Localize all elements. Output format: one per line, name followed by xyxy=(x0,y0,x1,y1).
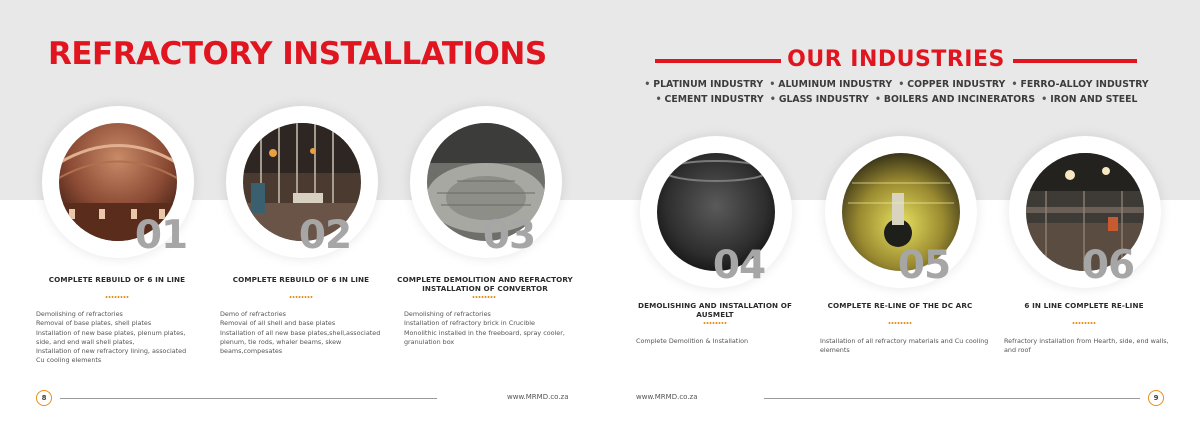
project-title: 6 IN LINE COMPLETE RE-LINE xyxy=(1024,301,1144,310)
industries-list-row1: • PLATINUM INDUSTRY • ALUMINUM INDUSTRY • COPPER INDUSTRY • FERRO-ALLOY INDUSTRY xyxy=(644,79,1149,90)
industries-list-row2: • CEMENT INDUSTRY • GLASS INDUSTRY • BOILERS AND INCINERATORS • IRON AND STEEL xyxy=(655,94,1138,105)
website-link-right[interactable]: www.MRMD.co.za xyxy=(636,393,698,401)
heading-rule-right xyxy=(1013,59,1137,63)
project-title: COMPLETE REBUILD OF 6 IN LINE xyxy=(48,275,186,284)
project-title: COMPLETE DEMOLITION AND REFRACTORY INSTALLATION OF CONVERTOR xyxy=(397,275,573,293)
dots-divider xyxy=(289,296,313,298)
page-title-refractory: REFRACTORY INSTALLATIONS xyxy=(48,36,547,72)
project-title: COMPLETE RE-LINE OF THE DC ARC xyxy=(827,301,973,310)
footer-rule-left xyxy=(60,398,437,399)
dots-divider xyxy=(472,296,496,298)
project-number: 06 xyxy=(1081,243,1135,288)
footer-rule-right xyxy=(764,398,1140,399)
project-title: DEMOLISHING AND INSTALLATION OF AUSMELT xyxy=(638,301,792,319)
project-number: 04 xyxy=(712,243,766,288)
page-number-right: 9 xyxy=(1148,390,1164,406)
project-description: Demo of refractories Removal of all shell and base plates Installation of all new base plates,shell,associated plenum, tie rods, whaler beams, skew beams,compesates xyxy=(220,310,381,356)
dots-divider xyxy=(105,296,129,298)
project-number: 02 xyxy=(298,213,352,258)
project-description: Complete Demolition & Installation xyxy=(636,337,749,345)
industries-title: OUR INDUSTRIES xyxy=(787,47,1005,72)
project-description: Installation of all refractory materials and Cu cooling elements xyxy=(820,337,989,355)
project-description: Refractory installation from Hearth, side, end walls, and roof xyxy=(1004,337,1169,355)
project-number: 03 xyxy=(482,213,536,258)
website-link-left[interactable]: www.MRMD.co.za xyxy=(507,393,569,401)
dots-divider xyxy=(703,322,727,324)
project-description: Demolishing of refractories Removal of base plates, shell plates Installation of new base plates, plenum plates, side, and end wall shell plates, Installation of new refractory lining, associated Cu cooling elements xyxy=(36,310,187,365)
dots-divider xyxy=(888,322,912,324)
project-number: 01 xyxy=(134,213,188,258)
page-number-left: 8 xyxy=(36,390,52,406)
project-number: 05 xyxy=(897,243,951,288)
dots-divider xyxy=(1072,322,1096,324)
industries-heading xyxy=(655,44,1137,78)
project-title: COMPLETE REBUILD OF 6 IN LINE xyxy=(232,275,370,284)
project-description: Demolishing of refractories Installation of refractory brick in Crucible Monolithic installed in the freeboard, spray cooler, granulation box xyxy=(404,310,565,346)
